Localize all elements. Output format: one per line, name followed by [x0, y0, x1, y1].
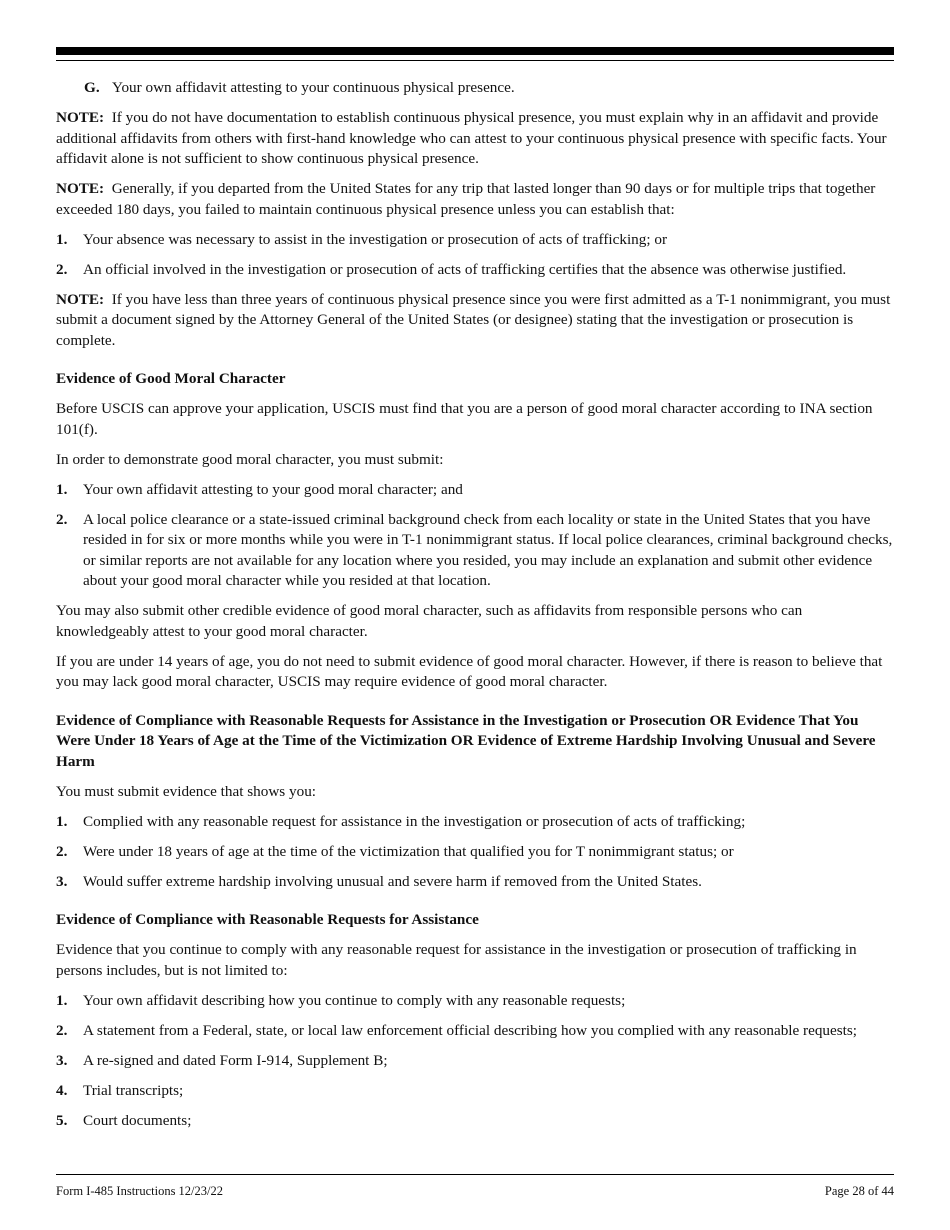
section-heading-reasonable-requests: Evidence of Compliance with Reasonable Requests for Assistance	[56, 911, 479, 928]
paragraph: If you are under 14 years of age, you do not need to submit evidence of good moral character. However, if there is reason to believe that you may lack good moral character, USCIS may require evidence of good moral character.	[56, 652, 883, 690]
list-item	[56, 812, 894, 833]
list-item-text: A local police clearance or a state-issued criminal background check from each locality or state in the United States that you have resided in for six or more months while you were in T-1 nonimmigrant status. If local police clearances, criminal background checks, or similar reports are not available for any location where you resided, you may include an explanation and submit other evidence about your good moral character while you resided at that location.	[83, 510, 893, 589]
list-item-number: 2.	[56, 510, 68, 528]
list-item-text: Would suffer extreme hardship involving unusual and severe harm if removed from the United States.	[83, 872, 702, 890]
list-item-text: A re-signed and dated Form I-914, Supplement B;	[83, 1051, 388, 1069]
list-item-g	[56, 78, 894, 99]
paragraph: Evidence that you continue to comply with any reasonable request for assistance in the investigation or prosecution of trafficking in persons includes, but is not limited to:	[56, 941, 857, 979]
list-item-text: An official involved in the investigation or prosecution of acts of trafficking certifies that the absence was otherwise justified.	[83, 260, 847, 278]
list-item-text: Your absence was necessary to assist in the investigation or prosecution of acts of trafficking; or	[83, 230, 668, 248]
list-item	[56, 230, 894, 251]
list-item-number: 2.	[56, 842, 68, 860]
list-item-number: 5.	[56, 1111, 68, 1129]
note-label: NOTE:	[56, 109, 105, 126]
list-item-number: 1.	[56, 812, 68, 830]
list-item-number: 1.	[56, 480, 68, 498]
list-item-text: Trial transcripts;	[83, 1081, 184, 1099]
list-item	[56, 1111, 894, 1132]
note-text: If you do not have documentation to establish continuous physical presence, you must explain why in an affidavit and provide additional affidavits from others with first-hand knowledge who can attest to your continuous physical presence with specific facts. Your affidavit alone is not sufficient to show continuous physical presence.	[56, 109, 887, 167]
note-paragraph	[56, 179, 894, 220]
paragraph: You may also submit other credible evidence of good moral character, such as affidavits from responsible persons who can knowledgeably attest to your good moral character.	[56, 602, 803, 640]
form-identifier: Form I-485 Instructions 12/23/22	[56, 1184, 224, 1198]
paragraph: You must submit evidence that shows you:	[56, 782, 317, 800]
list-item-text: Court documents;	[83, 1111, 192, 1129]
note-text: If you have less than three years of continuous physical presence since you were first admitted as a T-1 nonimmigrant, you must submit a document signed by the Attorney General of the United States (or designee) stating that the investigation or prosecution is complete.	[56, 290, 891, 349]
list-item-number: 2.	[56, 260, 68, 278]
list-item-number: 1.	[56, 230, 68, 248]
list-item	[56, 1081, 894, 1102]
note-text: Generally, if you departed from the United States for any trip that lasted longer than 90 days or for multiple trips that together exceeded 180 days, you failed to maintain continuous physical presence unless you can establish that:	[56, 180, 876, 218]
list-item	[56, 1021, 894, 1042]
list-item	[56, 872, 894, 893]
section-heading-compliance-or-hardship: Evidence of Compliance with Reasonable Requests for Assistance in the Investigation or Prosecution OR Evidence That You Were Under 18 Years of Age at the Time of the Victimization OR Evidence of Extreme Hardship Involving Unusual and Severe Harm	[56, 711, 876, 770]
list-item	[56, 842, 894, 863]
paragraph: Before USCIS can approve your application, USCIS must find that you are a person of good moral character according to INA section 101(f).	[56, 400, 873, 438]
list-item-number: 4.	[56, 1081, 68, 1099]
header-rule-thin	[56, 60, 894, 61]
document-body	[56, 78, 894, 1141]
footer-rule	[56, 1174, 894, 1175]
list-item-number: 3.	[56, 872, 68, 890]
list-item	[56, 480, 894, 501]
list-item	[56, 991, 894, 1012]
list-item-text: Were under 18 years of age at the time of the victimization that qualified you for T nonimmigrant status; or	[83, 842, 734, 860]
note-label: NOTE:	[56, 180, 105, 197]
list-item-number: G.	[84, 79, 100, 96]
list-item-text: Your own affidavit describing how you continue to comply with any reasonable requests;	[83, 991, 626, 1009]
list-item-number: 3.	[56, 1051, 68, 1069]
list-item-text: Complied with any reasonable request for assistance in the investigation or prosecution of acts of trafficking;	[83, 812, 746, 830]
note-paragraph	[56, 290, 894, 352]
list-item	[56, 1051, 894, 1072]
paragraph: In order to demonstrate good moral character, you must submit:	[56, 450, 444, 468]
list-item-text: A statement from a Federal, state, or local law enforcement official describing how you complied with any reasonable requests;	[83, 1021, 858, 1039]
section-heading-good-moral-character: Evidence of Good Moral Character	[56, 370, 286, 387]
header-rule-thick	[56, 47, 894, 55]
list-item	[56, 260, 894, 281]
page-number: Page 28 of 44	[824, 1184, 894, 1198]
list-item	[56, 510, 894, 592]
list-item-text: Your own affidavit attesting to your continuous physical presence.	[112, 79, 515, 96]
note-label: NOTE:	[56, 290, 105, 308]
list-item-number: 2.	[56, 1021, 68, 1039]
list-item-text: Your own affidavit attesting to your good moral character; and	[83, 480, 463, 498]
list-item-number: 1.	[56, 991, 68, 1009]
note-paragraph	[56, 108, 894, 170]
